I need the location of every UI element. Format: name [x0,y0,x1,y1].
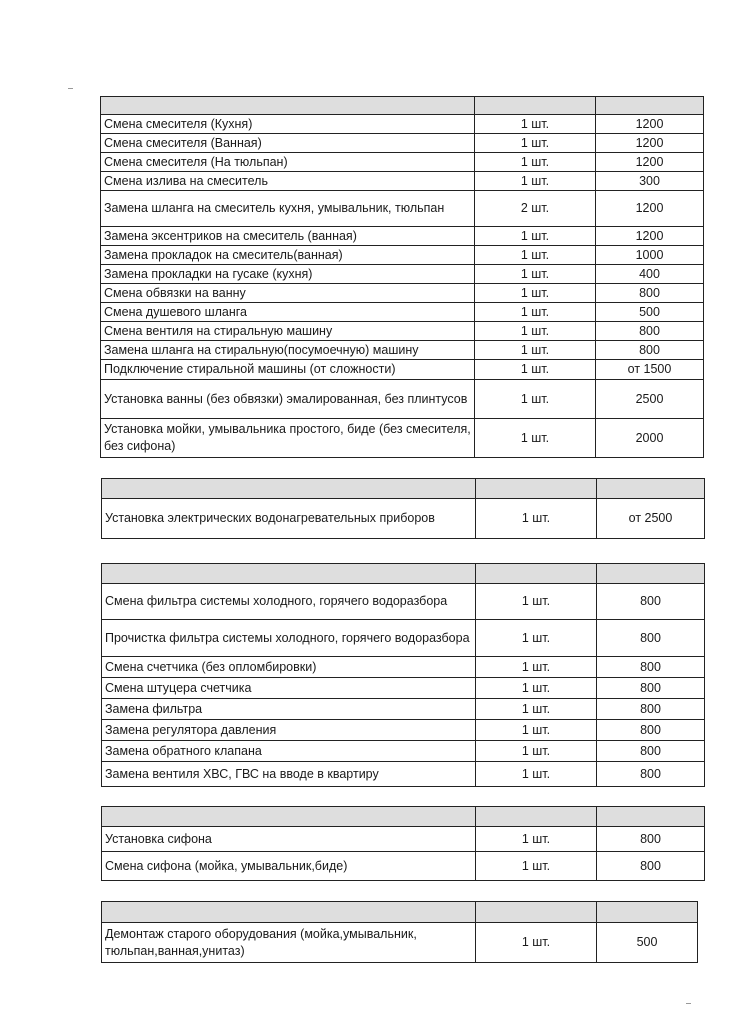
service-price: 500 [596,303,704,322]
header-cell [475,97,596,115]
table-row [101,134,704,153]
service-quantity: 1 шт. [476,699,597,720]
table-row [101,322,704,341]
service-price: 800 [597,678,705,699]
service-price: 300 [596,172,704,191]
header-cell [597,807,705,827]
service-quantity: 1 шт. [475,341,596,360]
service-price: 2000 [596,419,704,458]
table-row [102,923,698,963]
table-row [102,620,705,657]
service-quantity: 1 шт. [476,741,597,762]
service-quantity: 1 шт. [475,115,596,134]
service-quantity: 1 шт. [476,827,597,852]
price-table-filters-meters [101,563,705,787]
service-name: Смена смесителя (Кухня) [101,115,475,134]
service-quantity: 1 шт. [476,584,597,620]
header-cell [596,97,704,115]
service-name: Замена фильтра [102,699,476,720]
scan-mark [68,88,73,89]
service-name: Смена излива на смеситель [101,172,475,191]
service-price: 800 [597,657,705,678]
service-price: 800 [597,762,705,787]
table-row [101,265,704,284]
header-cell [597,479,705,499]
service-quantity: 1 шт. [475,284,596,303]
service-name: Смена обвязки на ванну [101,284,475,303]
service-name: Смена сифона (мойка, умывальник,биде) [102,852,476,881]
service-price: 1200 [596,191,704,227]
service-price: 1200 [596,115,704,134]
header-cell [597,564,705,584]
service-quantity: 1 шт. [475,265,596,284]
service-name: Замена регулятора давления [102,720,476,741]
service-quantity: 1 шт. [476,499,597,539]
table-header-row [102,902,698,923]
service-price: 1000 [596,246,704,265]
table-row [101,303,704,322]
table-row [102,762,705,787]
service-quantity: 1 шт. [475,419,596,458]
service-quantity: 1 шт. [475,322,596,341]
service-name: Замена шланга на смеситель кухня, умывальник, тюльпан [101,191,475,227]
table-row [102,852,705,881]
service-price: 1200 [596,227,704,246]
table-header-row [102,564,705,584]
service-quantity: 1 шт. [475,134,596,153]
service-price: 800 [596,341,704,360]
service-price: 800 [596,284,704,303]
service-name: Замена шланга на стиральную(посумоечную) машину [101,341,475,360]
table-row [102,499,705,539]
header-cell [102,902,476,923]
table-row [102,720,705,741]
service-quantity: 1 шт. [475,246,596,265]
service-name: Замена эксентриков на смеситель (ванная) [101,227,475,246]
table-header-row [102,479,705,499]
header-cell [102,564,476,584]
price-table-dismantling [101,901,698,963]
header-cell [476,564,597,584]
service-price: 500 [597,923,698,963]
service-quantity: 1 шт. [475,227,596,246]
service-name: Смена душевого шланга [101,303,475,322]
header-cell [102,479,476,499]
service-name: Смена смесителя (На тюльпан) [101,153,475,172]
price-table-siphons [101,806,705,881]
service-price: 800 [597,720,705,741]
service-quantity: 1 шт. [476,678,597,699]
service-price: 1200 [596,134,704,153]
table-row [101,115,704,134]
service-name: Прочистка фильтра системы холодного, горячего водоразбора [102,620,476,657]
table-row [102,699,705,720]
service-quantity: 1 шт. [475,380,596,419]
service-name: Замена вентиля ХВС, ГВС на вводе в квартиру [102,762,476,787]
table-row [101,191,704,227]
service-price: 800 [597,699,705,720]
service-price: 800 [597,827,705,852]
table-header-row [102,807,705,827]
service-name: Смена фильтра системы холодного, горячего водоразбора [102,584,476,620]
table-row [102,657,705,678]
service-quantity: 1 шт. [476,923,597,963]
service-price: 800 [597,741,705,762]
service-name: Замена прокладки на гусаке (кухня) [101,265,475,284]
table-row [102,584,705,620]
table-row [101,380,704,419]
table-header-row [101,97,704,115]
header-cell [597,902,698,923]
service-price: 2500 [596,380,704,419]
table-row [101,419,704,458]
header-cell [476,902,597,923]
table-row [101,172,704,191]
service-name: Смена смесителя (Ванная) [101,134,475,153]
service-price: 800 [597,620,705,657]
service-name: Замена обратного клапана [102,741,476,762]
service-price: 800 [597,852,705,881]
service-price: 400 [596,265,704,284]
table-row [101,360,704,380]
service-name: Смена штуцера счетчика [102,678,476,699]
service-name: Смена счетчика (без опломбировки) [102,657,476,678]
service-quantity: 1 шт. [475,303,596,322]
service-quantity: 1 шт. [476,720,597,741]
service-price: 1200 [596,153,704,172]
table-row [101,227,704,246]
header-cell [102,807,476,827]
service-name: Установка электрических водонагревательных приборов [102,499,476,539]
service-quantity: 1 шт. [475,153,596,172]
service-price: от 1500 [596,360,704,380]
table-row [102,741,705,762]
service-quantity: 2 шт. [475,191,596,227]
service-quantity: 1 шт. [476,762,597,787]
service-price: 800 [596,322,704,341]
price-table-water-heaters [101,478,705,539]
service-quantity: 1 шт. [476,657,597,678]
table-row [101,284,704,303]
service-name: Установка сифона [102,827,476,852]
service-quantity: 1 шт. [475,360,596,380]
scan-mark [686,1003,691,1004]
header-cell [101,97,475,115]
table-row [101,341,704,360]
table-row [102,827,705,852]
service-price: от 2500 [597,499,705,539]
service-name: Подключение стиральной машины (от сложности) [101,360,475,380]
service-price: 800 [597,584,705,620]
table-row [102,678,705,699]
header-cell [476,807,597,827]
table-row [101,153,704,172]
service-name: Смена вентиля на стиральную машину [101,322,475,341]
price-table-faucets [100,96,704,458]
header-cell [476,479,597,499]
service-name: Установка ванны (без обвязки) эмалированная, без плинтусов [101,380,475,419]
service-name: Установка мойки, умывальника простого, биде (без смесителя, без сифона) [101,419,475,458]
service-quantity: 1 шт. [476,852,597,881]
service-name: Демонтаж старого оборудования (мойка,умывальник, тюльпан,ванная,унитаз) [102,923,476,963]
service-quantity: 1 шт. [476,620,597,657]
service-name: Замена прокладок на смеситель(ванная) [101,246,475,265]
service-quantity: 1 шт. [475,172,596,191]
table-row [101,246,704,265]
